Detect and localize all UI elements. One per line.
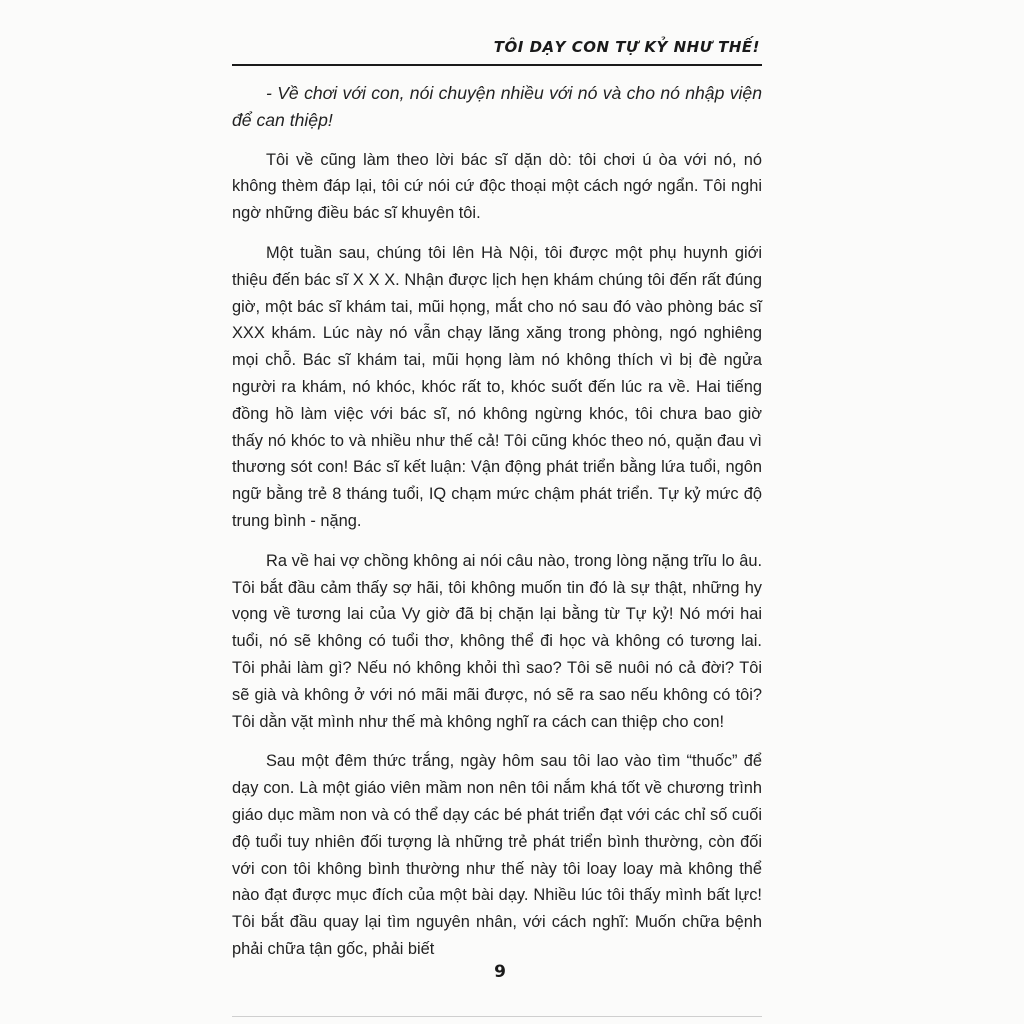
page-number: 9 (494, 962, 506, 982)
running-title: TÔI DẠY CON TỰ KỶ NHƯ THẾ! (493, 38, 760, 56)
paragraph: Sau một đêm thức trắng, ngày hôm sau tôi lao vào tìm “thuốc” để dạy con. Là một giáo viên mầm non nên tôi nắm khá tốt về chương trình giáo dục mầm non và có thể dạy các bé phát triển đạt với các chỉ số cuối độ tuổi tuy nhiên đối tượng là những trẻ phát triển bình thường, còn đối với con tôi không bình thường như thế này tôi loay loay mà không thể nào đạt được mục đích của một bài dạy. Nhiều lúc tôi thấy mình bất lực! Tôi bắt đầu quay lại tìm nguyên nhân, với cách nghĩ: Muốn chữa bệnh phải chữa tận gốc, phải biết (232, 752, 762, 958)
paragraph: Tôi về cũng làm theo lời bác sĩ dặn dò: tôi chơi ú òa với nó, nó không thèm đáp lại, tôi cứ nói cứ độc thoại một cách ngớ ngẩn. Tôi nghi ngờ những điều bác sĩ khuyên tôi. (232, 150, 762, 223)
doctor-advice-paragraph: - Về chơi với con, nói chuyện nhiều với nó và cho nó nhập viện để can thiệp! (232, 83, 762, 130)
body-text (232, 80, 762, 976)
bottom-rule (232, 1016, 762, 1017)
paragraph: Ra về hai vợ chồng không ai nói câu nào, trong lòng nặng trĩu lo âu. Tôi bắt đầu cảm thấy sợ hãi, tôi không muốn tin đó là sự thật, những hy vọng về tương lai của Vy giờ đã bị chặn lại bằng từ Tự kỷ! Nó mới hai tuổi, nó sẽ không có tuổi thơ, không thể đi học và không có tương lai. Tôi phải làm gì? Nếu nó không khỏi thì sao? Tôi sẽ nuôi nó cả đời? Tôi sẽ già và không ở với nó mãi mãi được, nó sẽ ra sao nếu không có tôi? Tôi dằn vặt mình như thế mà không nghĩ ra cách can thiệp cho con! (232, 551, 762, 731)
running-header (232, 30, 762, 66)
paragraph: Một tuần sau, chúng tôi lên Hà Nội, tôi được một phụ huynh giới thiệu đến bác sĩ X X X. Nhận được lịch hẹn khám chúng tôi đến rất đúng giờ, một bác sĩ khám tai, mũi họng, mắt cho nó sau đó vào phòng bác sĩ XXX khám. Lúc này nó vẫn chạy lăng xăng trong phòng, ngó nghiêng mọi chỗ. Bác sĩ khám tai, mũi họng làm nó không thích vì bị đè ngửa người ra khám, nó khóc, khóc rất to, khóc suốt đến lúc ra về. Hai tiếng đồng hồ làm việc với bác sĩ, nó không ngừng khóc, tôi chưa bao giờ thấy nó khóc to và nhiều như thế cả! Tôi cũng khóc theo nó, quặn đau vì thương sót con! Bác sĩ kết luận: Vận động phát triển bằng lứa tuổi, ngôn ngữ bằng trẻ 8 tháng tuổi, IQ chạm mức chậm phát triển. Tự kỷ mức độ trung bình - nặng. (232, 243, 762, 530)
